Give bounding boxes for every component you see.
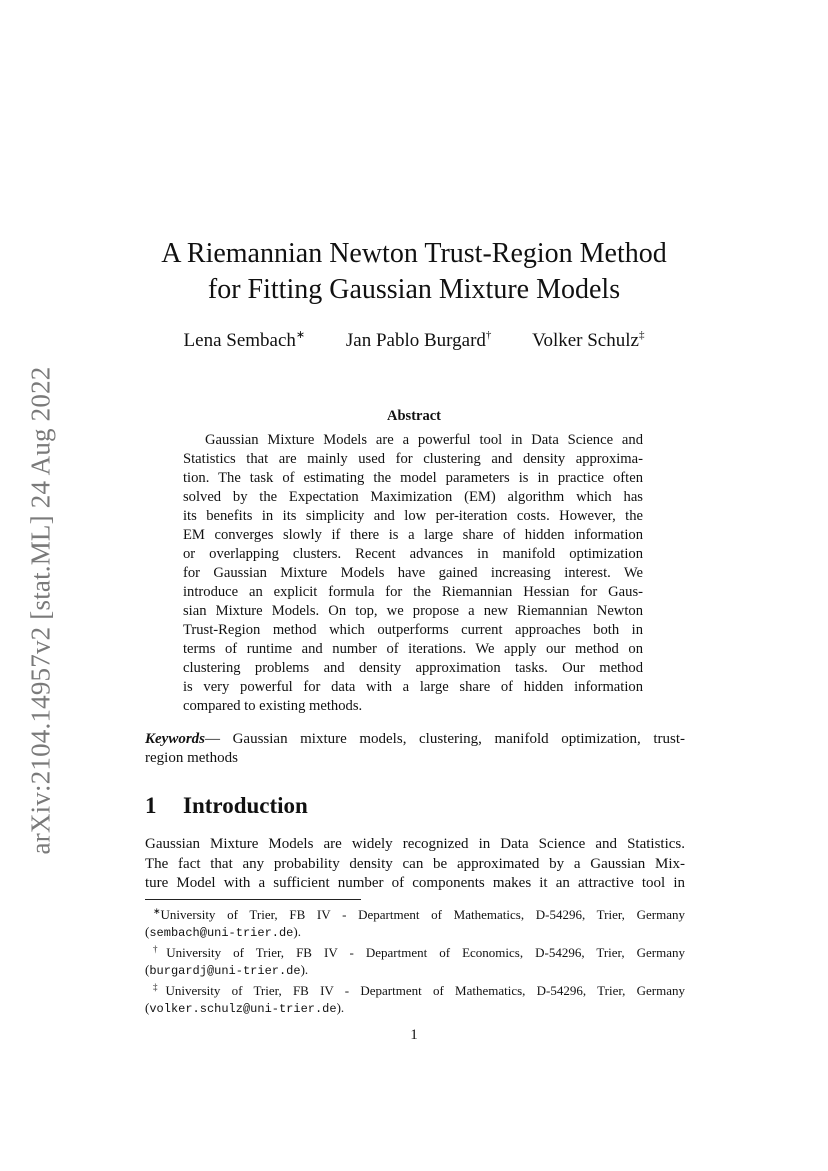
footnote-line [145, 941, 685, 962]
abstract-line: tion. The task of estimating the model parameters is in practice often [183, 470, 643, 486]
author-name: Lena Sembach [183, 330, 296, 351]
author-name: Volker Schulz [532, 330, 639, 351]
abstract-line: solved by the Expectation Maximization (EM) algorithm which has [183, 489, 643, 505]
intro-line: Gaussian Mixture Models are widely recognized in Data Science and Statistics. [145, 836, 685, 852]
footnote-mark: † [153, 944, 167, 954]
abstract-line: Gaussian Mixture Models are a powerful tool in Data Science and [205, 432, 643, 448]
footnote-email[interactable]: burgardj@uni-trier.de [149, 963, 301, 978]
section-number: 1 [145, 793, 157, 818]
footnote [145, 903, 685, 941]
abstract-line: Trust-Region method which outperforms current approaches both in [183, 622, 643, 638]
footnote-mark: ‡ [153, 982, 166, 992]
footnote-email[interactable]: volker.schulz@uni-trier.de [149, 1001, 337, 1016]
paper-title [100, 236, 728, 308]
intro-paragraph [145, 835, 685, 894]
footnotes [145, 903, 685, 1017]
keywords-line: region methods [145, 750, 238, 766]
section-title: Introduction [183, 793, 308, 818]
footnote [145, 979, 685, 1017]
affiliation-mark: ‡ [638, 329, 645, 341]
author [532, 329, 644, 352]
title-line: A Riemannian Newton Trust-Region Method [161, 238, 667, 269]
keywords-paragraph [145, 730, 685, 768]
abstract-line: clustering problems and density approximation tasks. Our method [183, 660, 643, 676]
footnote-mark: ∗ [153, 906, 161, 916]
page-number: 1 [410, 1027, 418, 1043]
keywords-separator: — [205, 731, 233, 747]
abstract-body [183, 431, 643, 716]
title-line: for Fitting Gaussian Mixture Models [207, 274, 621, 305]
footnote-line: (burgardj@uni-trier.de). [145, 961, 309, 978]
abstract-line: for Gaussian Mixture Models have gained increasing interest. We [183, 565, 643, 581]
footnote-line: (sembach@uni-trier.de). [145, 923, 301, 940]
footnote-line [145, 903, 685, 924]
abstract-line: its benefits in its simplicity and low per-iteration costs. However, the [183, 508, 643, 524]
author-list [0, 328, 828, 352]
author [184, 328, 306, 352]
arxiv-stamp [21, 350, 61, 870]
arxiv-stamp-text: arXiv:2104.14957v2 [stat.ML] 24 Aug 2022 [25, 366, 56, 854]
footnote-affiliation: University of Trier, FB IV - Department of Mathematics, D-54296, Trier, Germany [165, 983, 686, 998]
abstract-line: EM converges slowly if there is a large share of hidden information [183, 527, 643, 543]
section-heading [145, 793, 308, 819]
footnote-affiliation: University of Trier, FB IV - Department of Economics, D-54296, Trier, Germany [166, 945, 685, 960]
keywords-label: Keywords [145, 731, 205, 747]
abstract-line: introduce an explicit formula for the Riemannian Hessian for Gaus- [183, 584, 643, 600]
abstract-line: terms of runtime and number of iterations. We apply our method on [183, 641, 643, 657]
author [346, 329, 492, 352]
abstract-line: sian Mixture Models. On top, we propose a new Riemannian Newton [183, 603, 643, 619]
keywords-line [145, 730, 685, 749]
abstract-line: is very powerful for data with a large share of hidden information [183, 679, 643, 695]
affiliation-mark: ∗ [295, 329, 306, 341]
author-name: Jan Pablo Burgard [345, 330, 486, 351]
footnote [145, 941, 685, 979]
footnote-email[interactable]: sembach@uni-trier.de [149, 925, 294, 940]
footnote-rule [145, 899, 361, 900]
intro-line: The fact that any probability density can be approximated by a Gaussian Mix- [145, 855, 685, 872]
abstract-line: compared to existing methods. [183, 698, 363, 714]
abstract-line: or overlapping clusters. Recent advances in manifold optimization [183, 546, 643, 562]
footnote-affiliation: University of Trier, FB IV - Department of Mathematics, D-54296, Trier, Germany [160, 907, 685, 922]
affiliation-mark: † [485, 329, 492, 341]
abstract-line: Statistics that are mainly used for clustering and density approxima- [183, 451, 643, 467]
keywords-text: Gaussian mixture models, clustering, manifold optimization, trust- [232, 731, 686, 747]
footnote-line [145, 979, 685, 1000]
intro-line: ture Model with a sufficient number of components makes it an attractive tool in [145, 875, 685, 891]
abstract-heading: Abstract [387, 408, 441, 424]
footnote-line: (volker.schulz@uni-trier.de). [145, 999, 345, 1016]
